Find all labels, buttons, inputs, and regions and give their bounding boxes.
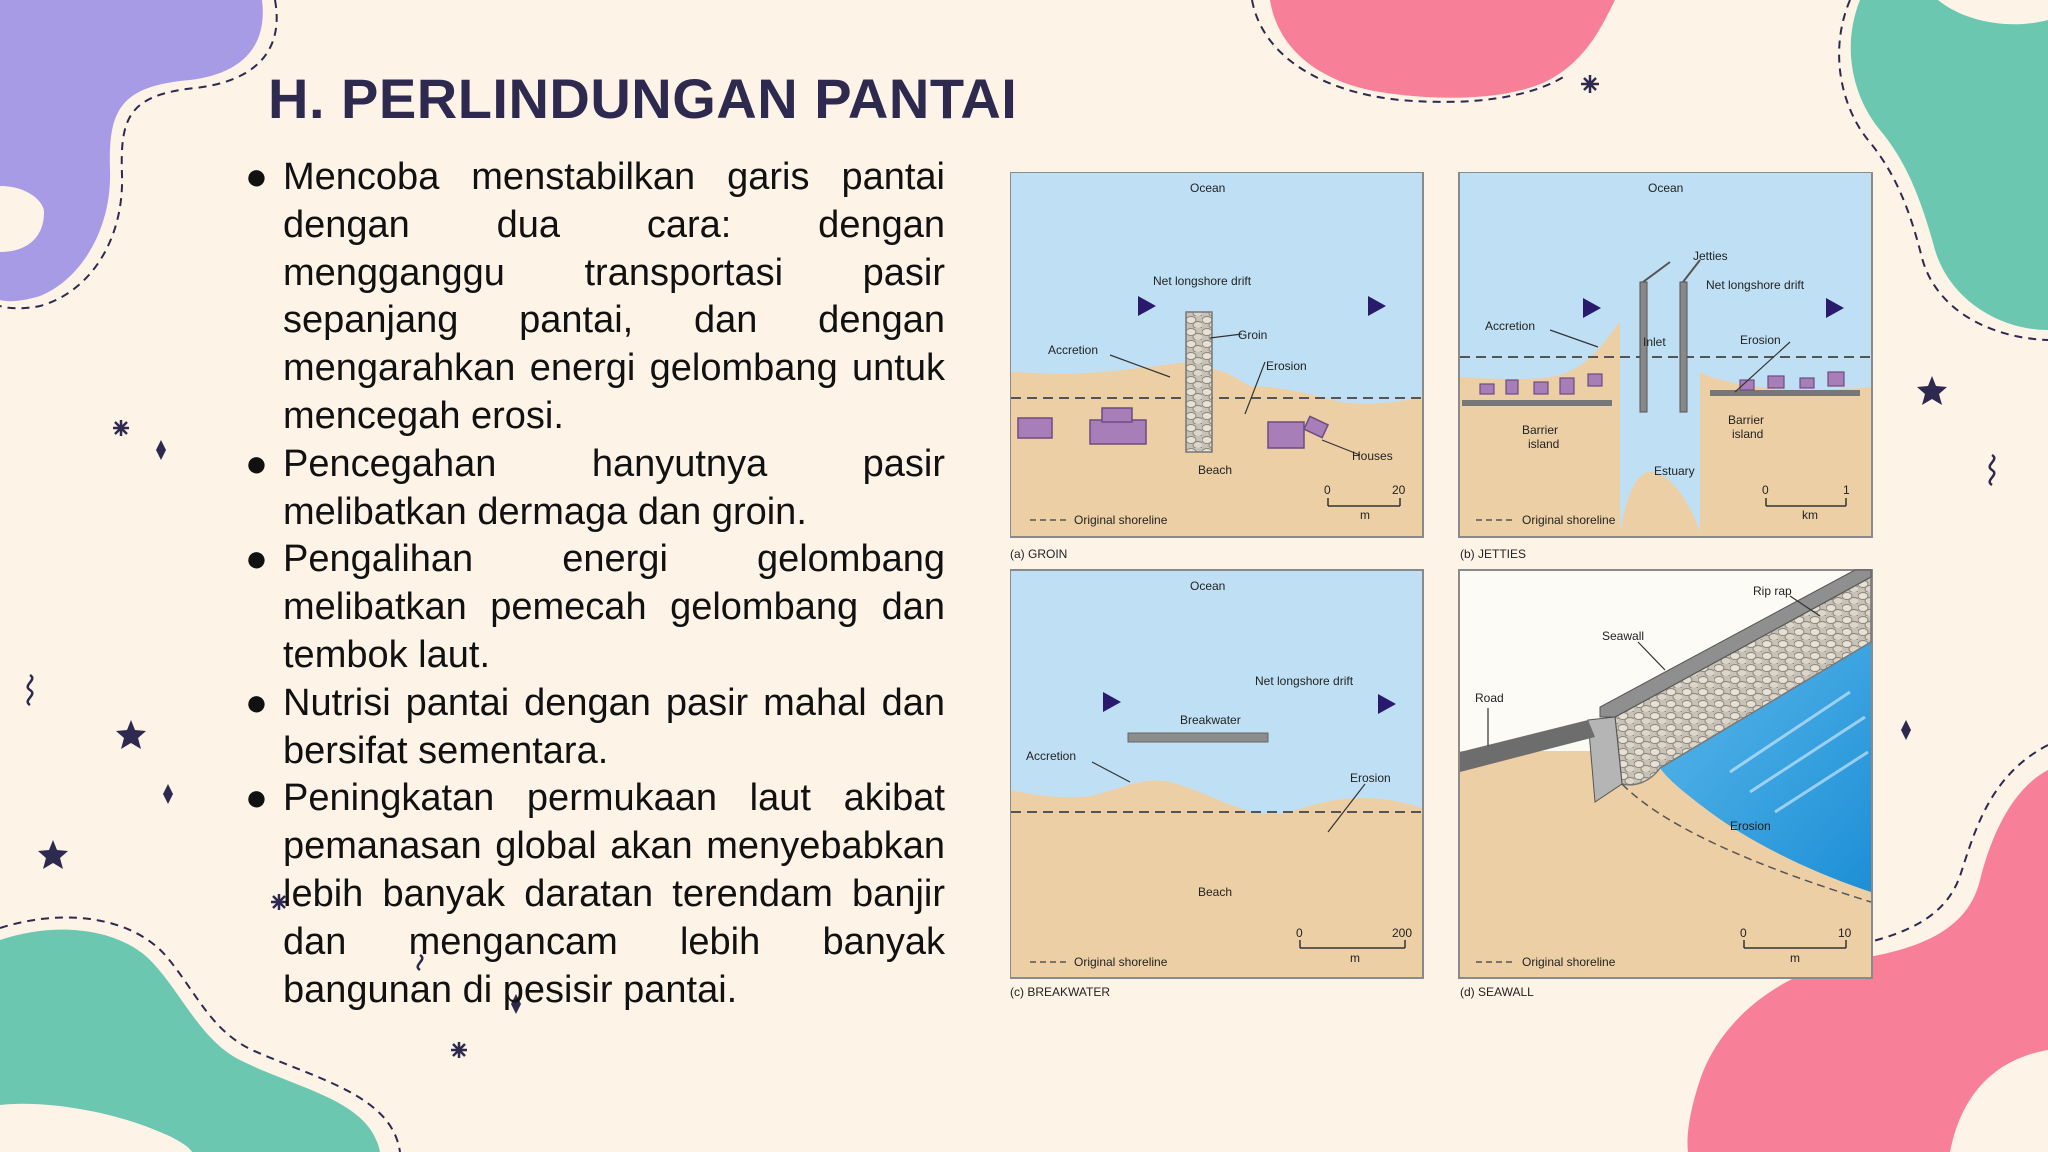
seawall-riprap-label: Rip rap [1753,584,1792,598]
bullet-item [245,680,945,776]
jetties-barrier-right-2: island [1732,427,1764,441]
seawall-erosion-label: Erosion [1730,819,1771,833]
jetties-label: Jetties [1693,249,1728,263]
breakwater-caption: (c) BREAKWATER [1010,985,1111,999]
coastal-protection-figure [1010,172,1876,1002]
groin-scale-max: 20 [1392,483,1406,497]
seawall-scale-max: 10 [1838,926,1852,940]
breakwater-erosion-label: Erosion [1350,771,1391,785]
breakwater-structure [1128,733,1268,742]
breakwater-scale-max: 200 [1392,926,1413,940]
breakwater-ocean-label: Ocean [1190,579,1226,593]
jetties-inlet-label: Inlet [1643,335,1666,349]
jetties-caption: (b) JETTIES [1460,547,1527,561]
jetties-ocean-label: Ocean [1648,181,1684,195]
breakwater-beach-label: Beach [1198,885,1233,899]
groin-houses-label: Houses [1352,449,1393,463]
groin-erosion-label: Erosion [1266,359,1307,373]
groin-scale-0: 0 [1324,483,1331,497]
bullet-text: Pengalihan energi gelombang melibatkan pemecah gelombang dan tembok laut. [283,538,945,676]
breakwater-shoreline-label: Original shoreline [1074,955,1168,969]
bullet-icon: ● [245,777,268,820]
groin-accretion-label: Accretion [1048,343,1099,357]
groin-caption: (a) GROIN [1010,547,1068,561]
breakwater-scale-unit: m [1350,951,1360,965]
bullet-text: Nutrisi pantai dengan pasir mahal dan bersifat sementara. [283,681,945,772]
bullet-text: Peningkatan permukaan laut akibat pemanasan global akan menyebabkan lebih banyak daratan terendam banjir dan mengancam lebih banyak bangunan di pesisir pantai. [283,777,945,1011]
jetties-barrier-left-1: Barrier [1522,423,1559,437]
breakwater-label: Breakwater [1180,713,1241,727]
groin-drift-label: Net longshore drift [1153,274,1252,288]
bullet-item [245,441,945,537]
seawall-label: Seawall [1602,629,1645,643]
seawall-scale-0: 0 [1740,926,1747,940]
groin-structure [1186,312,1212,452]
breakwater-accretion-label: Accretion [1026,749,1077,763]
jetties-accretion-label: Accretion [1485,319,1536,333]
groin-scale-unit: m [1360,508,1370,522]
panel-groin [1010,172,1423,561]
jetties-erosion-label: Erosion [1740,333,1781,347]
groin-beach-label: Beach [1198,463,1233,477]
jetties-drift-label: Net longshore drift [1706,278,1805,292]
jetties-scale-unit: km [1802,508,1818,522]
seawall-road-label: Road [1475,691,1504,705]
jetties-scale-max: 1 [1843,483,1850,497]
jetties-estuary-label: Estuary [1654,464,1695,478]
groin-ocean-label: Ocean [1190,181,1226,195]
seawall-caption: (d) SEAWALL [1460,985,1534,999]
seawall-shoreline-label: Original shoreline [1522,955,1616,969]
bullet-list [245,154,945,1014]
bullet-item [245,154,945,441]
breakwater-drift-label: Net longshore drift [1255,674,1354,688]
groin-shoreline-label: Original shoreline [1074,513,1168,527]
breakwater-scale-0: 0 [1296,926,1303,940]
bullet-icon: ● [245,538,268,581]
bullet-icon: ● [245,681,268,724]
jetties-shoreline-label: Original shoreline [1522,513,1616,527]
panel-jetties [1459,172,1872,561]
bullet-text: Pencegahan hanyutnya pasir melibatkan dermaga dan groin. [283,442,945,533]
bullet-icon: ● [245,156,268,198]
seawall-scale-unit: m [1790,951,1800,965]
jetties-barrier-left-2: island [1528,437,1560,451]
panel-breakwater [1010,570,1423,999]
jetties-barrier-right-1: Barrier [1728,413,1765,427]
slide-title: H. PERLINDUNGAN PANTAI [268,67,1018,130]
bullet-text: Mencoba menstabilkan garis pantai dengan dua cara: dengan mengganggu transportasi pasir sepanjang pantai, dan dengan mengarahkan energi gelombang untuk mencegah erosi. [283,156,945,437]
panel-seawall [1459,570,1872,999]
jetties-scale-0: 0 [1762,483,1769,497]
bullet-icon: ● [245,442,268,485]
bullet-item [245,775,945,1014]
bullet-item [245,536,945,679]
groin-label: Groin [1238,328,1268,342]
